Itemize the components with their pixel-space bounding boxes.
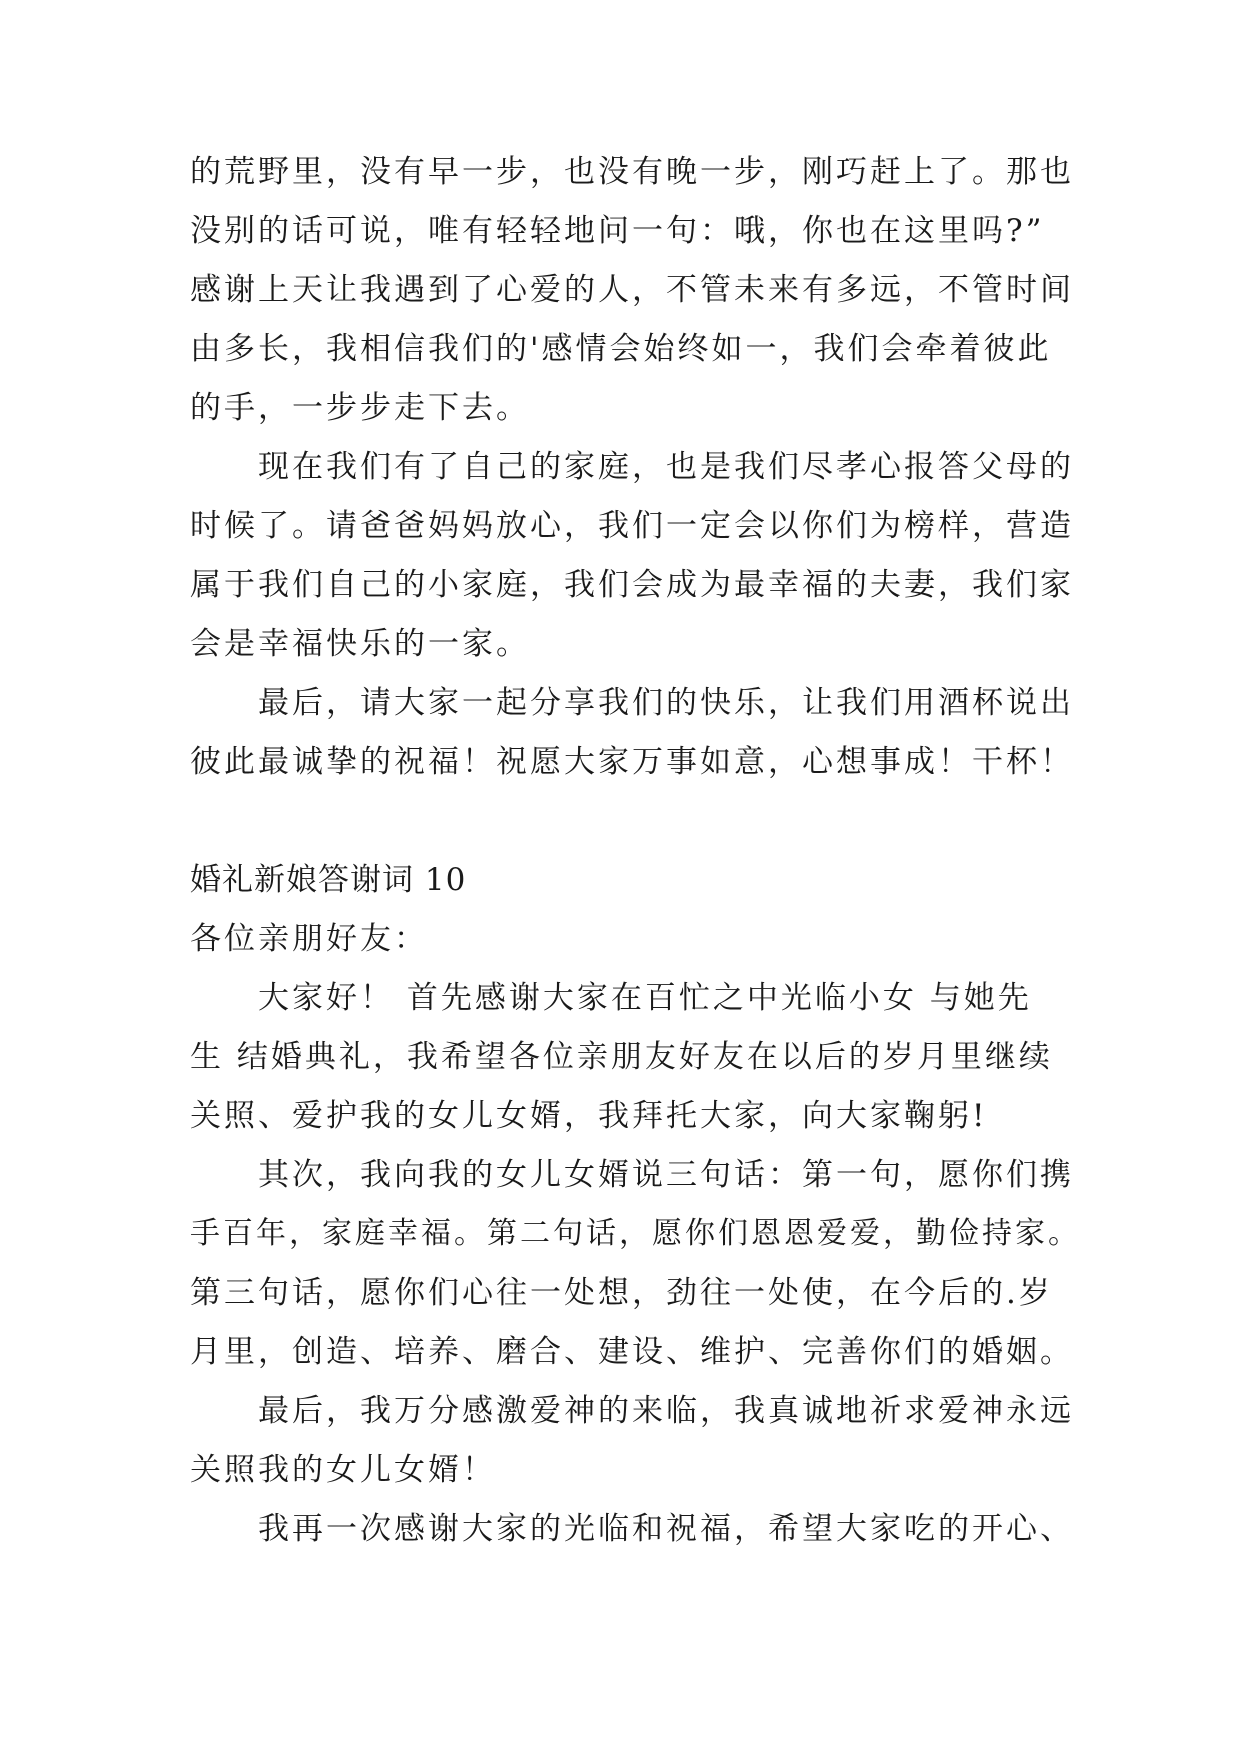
section-title: 婚礼新娘答谢词 10 [190, 862, 467, 898]
text-line: 的手，一步步走下去。 [190, 390, 530, 426]
text-line: 第三句话，愿你们心往一处想，劲往一处使，在今后的.岁 [190, 1275, 1053, 1311]
text-line: 的荒野里，没有早一步，也没有晚一步，刚巧赶上了。那也 [190, 154, 1074, 190]
text-line: 彼此最诚挚的祝福！祝愿大家万事如意，心想事成！干杯！ [190, 744, 1074, 780]
text-line: 关照我的女儿女婿！ [190, 1452, 496, 1488]
text-line: 时候了。请爸爸妈妈放心，我们一定会以你们为榜样，营造 [190, 508, 1074, 544]
text-line: 手百年，家庭幸福。第二句话，愿你们恩恩爱爱，勤俭持家。 [190, 1216, 1081, 1251]
paragraph-first-line: 其次，我向我的女儿女婿说三句话：第一句，愿你们携 [258, 1157, 1074, 1193]
text-line: 关照、爱护我的女儿女婿，我拜托大家，向大家鞠躬! [190, 1098, 988, 1134]
salutation: 各位亲朋好友： [190, 921, 428, 957]
paragraph-first-line: 最后，请大家一起分享我们的快乐，让我们用酒杯说出 [258, 685, 1074, 721]
paragraph-first-line: 大家好！ 首先感谢大家在百忙之中光临小女 与她先 [258, 980, 1032, 1016]
text-line: 没别的话可说，唯有轻轻地问一句：哦，你也在这里吗?” [190, 213, 1045, 249]
paragraph-first-line: 最后，我万分感激爱神的来临，我真诚地祈求爱神永远 [258, 1393, 1074, 1429]
paragraph-first-line: 我再一次感谢大家的光临和祝福，希望大家吃的开心、 [258, 1511, 1074, 1547]
text-line: 由多长，我相信我们的'感情会始终如一，我们会牵着彼此 [190, 331, 1052, 367]
text-line: 属于我们自己的小家庭，我们会成为最幸福的夫妻，我们家 [190, 567, 1074, 603]
paragraph-first-line: 现在我们有了自己的家庭，也是我们尽孝心报答父母的 [258, 449, 1074, 485]
text-line: 月里，创造、培养、磨合、建设、维护、完善你们的婚姻。 [190, 1334, 1074, 1370]
text-line: 会是幸福快乐的一家。 [190, 626, 530, 662]
text-line: 生 结婚典礼，我希望各位亲朋友好友在以后的岁月里继续 [190, 1039, 1053, 1075]
text-line: 感谢上天让我遇到了心爱的人，不管未来有多远，不管时间 [190, 272, 1074, 308]
